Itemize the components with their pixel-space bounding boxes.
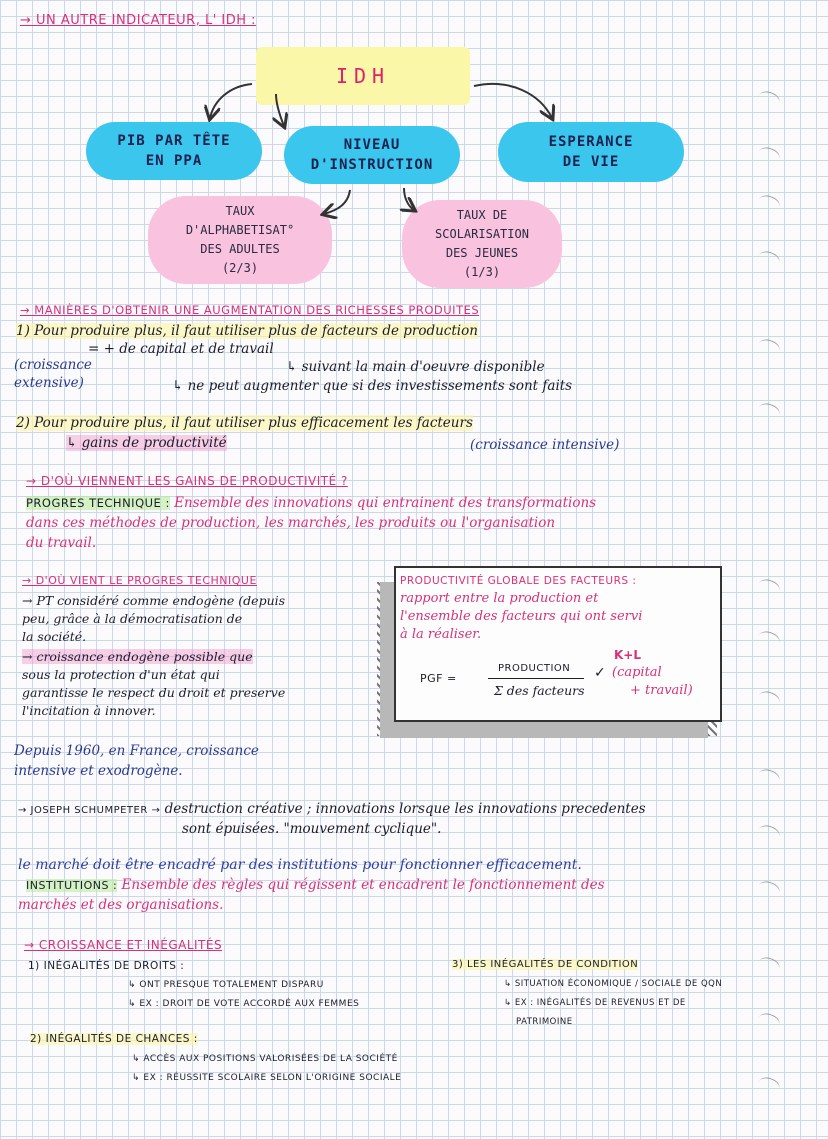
alpha-line: (2/3) bbox=[221, 261, 259, 275]
intensive-label: (croissance intensive) bbox=[470, 437, 620, 453]
pgf-def: l'ensemble des facteurs qui ont servi bbox=[400, 609, 643, 624]
pib-line: EN PPA bbox=[145, 153, 203, 169]
depuis-line: intensive et exodrogène. bbox=[14, 763, 183, 779]
progres-line: peu, grâce à la démocratisation de bbox=[22, 611, 243, 626]
condition-item: ↳ EX : INÉGALITÉS DE REVENUS ET DE bbox=[504, 998, 686, 1008]
extensive-line: (croissance bbox=[14, 357, 92, 373]
box-shadow-hatch bbox=[377, 582, 395, 736]
manieres-title: → MANIÈRES D'OBTENIR UNE AUGMENTATION DES RICHESSES PRODUITES bbox=[20, 303, 480, 317]
arrow-to-esperance bbox=[474, 84, 552, 118]
gains-def-line2: dans ces méthodes de production, les marchés, les produits ou l'organisation bbox=[26, 515, 556, 531]
margin-hole bbox=[756, 401, 782, 423]
pib-line: PIB PAR TÊTE bbox=[117, 133, 231, 149]
marche-line1: le marché doit être encadré par des institutions pour fonctionner efficacement. bbox=[18, 857, 582, 873]
margin-hole bbox=[756, 879, 782, 901]
manieres-line1-text: 1) Pour produire plus, il faut utiliser plus de facteurs de production bbox=[16, 323, 478, 339]
depuis-line: Depuis 1960, en France, croissance bbox=[14, 743, 259, 759]
margin-hole bbox=[756, 629, 782, 651]
scolar-line: DES JEUNES bbox=[445, 246, 519, 260]
esperance-line: ESPERANCE bbox=[548, 134, 634, 150]
chances-item: ↳ ACCÈS AUX POSITIONS VALORISÉES DE LA SOCIÉTÉ bbox=[132, 1054, 398, 1064]
manieres-line5-text: ↳ gains de productivité bbox=[66, 435, 227, 451]
progres-line: → PT considéré comme endogène (depuis bbox=[22, 593, 286, 608]
margin-hole bbox=[756, 689, 782, 711]
institutions-def: Ensemble des règles qui régissent et encadrent le fonctionnement des bbox=[121, 877, 605, 893]
progres-line bbox=[22, 648, 253, 666]
manieres-line3b: ↳ ne peut augmenter que si des investissements sont faits bbox=[172, 378, 573, 394]
pgf-def: rapport entre la production et bbox=[400, 591, 599, 606]
arrow-to-pib bbox=[210, 84, 252, 118]
droits-title: 1) INÉGALITÉS DE DROITS : bbox=[28, 960, 185, 972]
margin-hole bbox=[756, 955, 782, 977]
gains-def-line1 bbox=[26, 494, 596, 512]
scolar-line: TAUX DE bbox=[456, 208, 508, 222]
progres-title: → D'OÙ VIENT LE PROGRES TECHNIQUE bbox=[22, 574, 257, 587]
institutions-line bbox=[26, 876, 605, 895]
progres-line-text: → croissance endogène possible que bbox=[22, 649, 253, 664]
progres-technique-def: Ensemble des innovations qui entrainent des transformations bbox=[174, 495, 597, 511]
diagram-arrows bbox=[0, 0, 828, 300]
progres-line: la société. bbox=[22, 629, 87, 644]
check-arrow-icon: ✓ bbox=[594, 665, 606, 681]
chances-item: ↳ EX : RÉUSSITE SCOLAIRE SELON L'ORIGINE SOCIALE bbox=[132, 1073, 402, 1083]
manieres-line4 bbox=[16, 414, 473, 432]
alpha-line: D'ALPHABETISAT° bbox=[185, 223, 295, 237]
pgf-symbol: PGF = bbox=[420, 672, 457, 685]
progres-line: l'incitation à innover. bbox=[22, 703, 156, 718]
arrow-to-instruction bbox=[276, 94, 284, 126]
chances-title-text: 2) INÉGALITÉS DE CHANCES : bbox=[30, 1033, 198, 1045]
pgf-capital: (capital bbox=[612, 665, 662, 680]
manieres-line4-text: 2) Pour produire plus, il faut utiliser plus efficacement les facteurs bbox=[16, 415, 473, 431]
extensive-line: extensive) bbox=[14, 375, 84, 391]
margin-hole bbox=[756, 577, 782, 599]
schumpeter-name: → JOSEPH SCHUMPETER → bbox=[18, 805, 161, 816]
manieres-line5 bbox=[66, 434, 227, 452]
page-header: → UN AUTRE INDICATEUR, L' IDH : bbox=[20, 13, 257, 28]
condition-title bbox=[452, 956, 638, 974]
instruction-line: D'INSTRUCTION bbox=[310, 157, 434, 173]
margin-hole bbox=[756, 1011, 782, 1033]
progres-technique-label: PROGRES TECHNIQUE : bbox=[26, 496, 170, 510]
pgf-kl: K+L bbox=[614, 648, 641, 662]
droits-item: ↳ ONT PRESQUE TOTALEMENT DISPARU bbox=[128, 980, 324, 990]
marche-line2: marchés et des organisations. bbox=[18, 897, 224, 913]
inegalites-title: → CROISSANCE ET INÉGALITÉS bbox=[24, 938, 223, 952]
pgf-numerator: PRODUCTION bbox=[498, 663, 571, 674]
manieres-line3a: ↳ suivant la main d'oeuvre disponible bbox=[286, 359, 545, 375]
progres-line: sous la protection d'un état qui bbox=[22, 667, 220, 682]
arrow-to-alpha bbox=[324, 190, 350, 214]
schumpeter-line1 bbox=[18, 800, 646, 820]
schumpeter-def: destruction créative ; innovations lorsque les innovations precedentes bbox=[164, 801, 646, 817]
condition-item: ↳ SITUATION ÉCONOMIQUE / SOCIALE DE QQN bbox=[504, 979, 723, 989]
margin-hole bbox=[756, 767, 782, 789]
schumpeter-line2: sont épuisées. "mouvement cyclique". bbox=[182, 821, 442, 837]
scolar-line: (1/3) bbox=[463, 265, 501, 279]
condition-title-text: 3) LES INÉGALITÉS DE CONDITION bbox=[452, 959, 639, 970]
margin-hole bbox=[756, 1075, 782, 1097]
pgf-denominator: Σ des facteurs bbox=[494, 683, 585, 698]
droits-item: ↳ EX : DROIT DE VOTE ACCORDÉ AUX FEMMES bbox=[128, 999, 360, 1009]
gains-def-line3: du travail. bbox=[26, 535, 97, 551]
instruction-line: NIVEAU bbox=[343, 137, 401, 153]
idh-label: IDH bbox=[335, 64, 391, 88]
alpha-line: TAUX bbox=[225, 204, 255, 218]
margin-hole bbox=[756, 337, 782, 359]
condition-item: PATRIMOINE bbox=[516, 1017, 573, 1027]
institutions-label: INSTITUTIONS : bbox=[26, 879, 118, 892]
margin-hole bbox=[756, 823, 782, 845]
pgf-travail: + travail) bbox=[630, 683, 693, 698]
scolar-line: SCOLARISATION bbox=[435, 227, 529, 241]
extensive-label bbox=[14, 356, 92, 392]
alpha-line: DES ADULTES bbox=[200, 242, 280, 256]
fraction-bar bbox=[488, 678, 584, 679]
chances-title bbox=[30, 1030, 198, 1048]
gains-title: → D'OÙ VIENNENT LES GAINS DE PRODUCTIVITÉ ? bbox=[26, 474, 348, 488]
pgf-title: PRODUCTIVITÉ GLOBALE DES FACTEURS : bbox=[400, 575, 637, 587]
pgf-def: à la réaliser. bbox=[400, 627, 482, 642]
manieres-line2: = + de capital et de travail bbox=[88, 341, 274, 357]
arrow-to-scolar bbox=[404, 188, 414, 210]
progres-line: garantisse le respect du droit et preserve bbox=[22, 685, 286, 700]
manieres-line1 bbox=[16, 322, 478, 340]
esperance-line: DE VIE bbox=[562, 154, 620, 170]
